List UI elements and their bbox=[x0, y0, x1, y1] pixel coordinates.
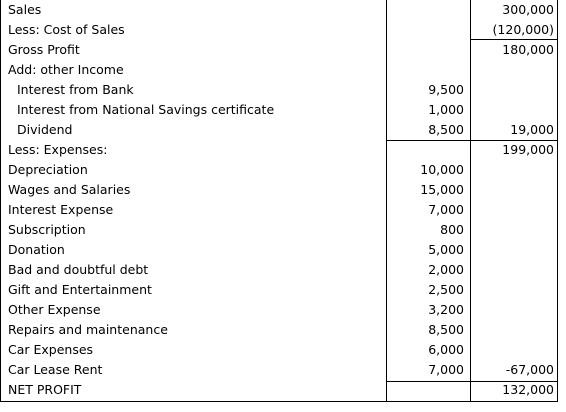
row-label: Wages and Salaries bbox=[8, 182, 131, 197]
mid-column-left-border bbox=[386, 0, 387, 402]
row-detail-amount: 7,000 bbox=[428, 202, 464, 217]
statement-row bbox=[0, 40, 566, 60]
row-label: Subscription bbox=[8, 222, 86, 237]
statement-row bbox=[0, 80, 566, 100]
statement-row bbox=[0, 240, 566, 260]
row-detail-amount: 2,000 bbox=[428, 262, 464, 277]
statement-row bbox=[0, 220, 566, 240]
statement-row bbox=[0, 120, 566, 140]
row-label: NET PROFIT bbox=[8, 382, 82, 397]
statement-row bbox=[0, 160, 566, 180]
row-total-amount: 132,000 bbox=[502, 382, 554, 397]
statement-row bbox=[0, 200, 566, 220]
row-label: Car Expenses bbox=[8, 342, 94, 357]
statement-row bbox=[0, 300, 566, 320]
row-label: Interest from National Savings certificate bbox=[17, 102, 275, 117]
row-label: Bad and doubtful debt bbox=[8, 262, 149, 277]
row-total-amount: 300,000 bbox=[502, 2, 554, 17]
statement-row bbox=[0, 320, 566, 340]
cost-of-sales-underline bbox=[470, 39, 557, 40]
statement-row bbox=[0, 280, 566, 300]
row-total-amount: 180,000 bbox=[502, 42, 554, 57]
row-detail-amount: 15,000 bbox=[420, 182, 464, 197]
other-income-total-rule bbox=[386, 140, 557, 141]
right-column-left-border bbox=[470, 0, 471, 402]
row-label: Donation bbox=[8, 242, 65, 257]
row-label: Interest Expense bbox=[8, 202, 114, 217]
row-label: Interest from Bank bbox=[17, 82, 134, 97]
row-detail-amount: 3,200 bbox=[428, 302, 464, 317]
statement-row bbox=[0, 340, 566, 360]
statement-row bbox=[0, 260, 566, 280]
row-detail-amount: 8,500 bbox=[428, 322, 464, 337]
row-detail-amount: 5,000 bbox=[428, 242, 464, 257]
bottom-border bbox=[0, 401, 557, 402]
row-label: Repairs and maintenance bbox=[8, 322, 168, 337]
statement-row bbox=[0, 380, 566, 400]
row-total-amount: -67,000 bbox=[505, 362, 554, 377]
right-border bbox=[557, 0, 558, 402]
statement-row bbox=[0, 360, 566, 380]
row-total-amount: 19,000 bbox=[510, 122, 554, 137]
row-detail-amount: 800 bbox=[440, 222, 464, 237]
row-detail-amount: 2,500 bbox=[428, 282, 464, 297]
statement-row bbox=[0, 20, 566, 40]
row-label: Gift and Entertainment bbox=[8, 282, 152, 297]
row-label: Add: other Income bbox=[8, 62, 124, 77]
row-label: Less: Cost of Sales bbox=[8, 22, 125, 37]
row-label: Depreciation bbox=[8, 162, 88, 177]
row-detail-amount: 1,000 bbox=[428, 102, 464, 117]
row-detail-amount: 8,500 bbox=[428, 122, 464, 137]
expenses-total-rule bbox=[386, 381, 557, 382]
row-detail-amount: 7,000 bbox=[428, 362, 464, 377]
row-total-amount: 199,000 bbox=[502, 142, 554, 157]
row-label: Sales bbox=[8, 2, 42, 17]
statement-row bbox=[0, 60, 566, 80]
row-detail-amount: 10,000 bbox=[420, 162, 464, 177]
row-label: Car Lease Rent bbox=[8, 362, 103, 377]
left-border bbox=[0, 0, 1, 402]
row-label: Gross Profit bbox=[8, 42, 80, 57]
statement-row bbox=[0, 140, 566, 160]
row-label: Other Expense bbox=[8, 302, 101, 317]
row-detail-amount: 9,500 bbox=[428, 82, 464, 97]
row-detail-amount: 6,000 bbox=[428, 342, 464, 357]
row-label: Less: Expenses: bbox=[8, 142, 108, 157]
row-total-amount: (120,000) bbox=[492, 22, 554, 37]
row-label: Dividend bbox=[17, 122, 73, 137]
statement-row bbox=[0, 0, 566, 20]
statement-row bbox=[0, 180, 566, 200]
statement-row bbox=[0, 100, 566, 120]
